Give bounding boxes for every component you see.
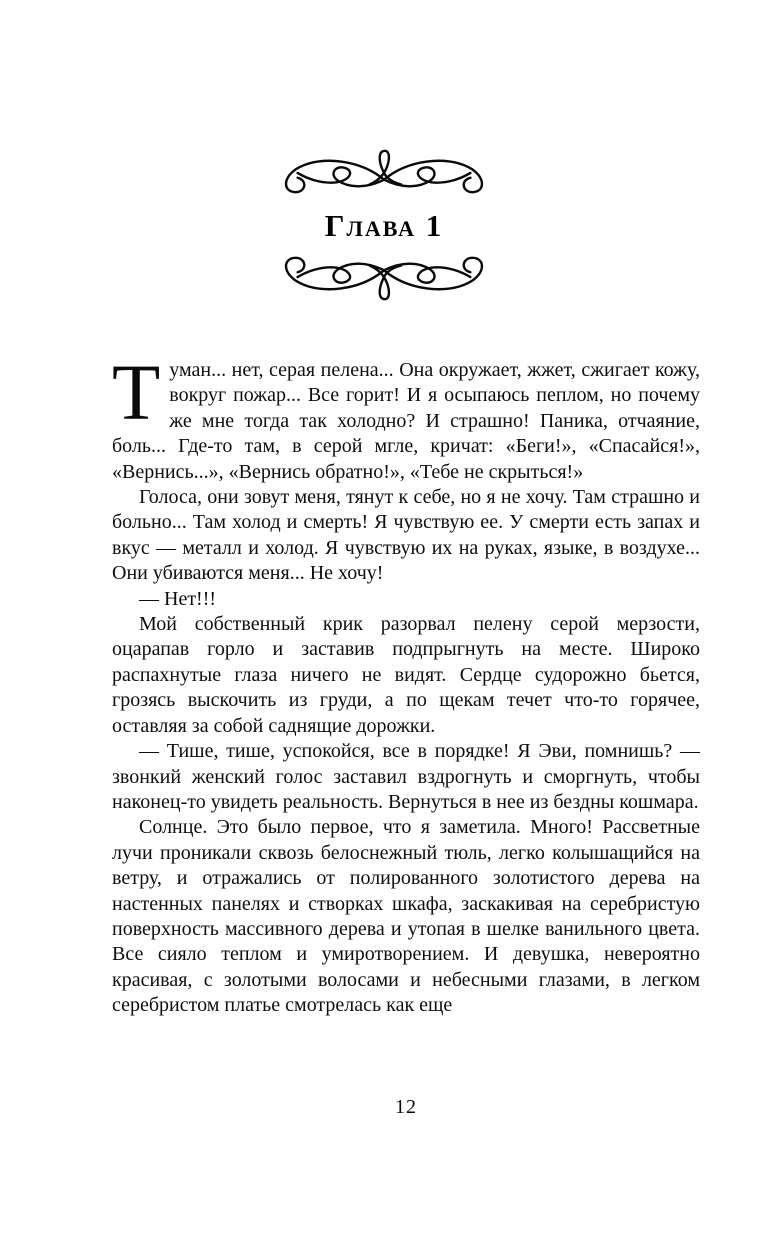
paragraph bbox=[112, 350, 700, 485]
flourish-top-icon bbox=[266, 0, 502, 196]
paragraph: — Тише, тише, успокойся, все в порядке! Я Эви, помнишь? — звонкий женский голос заставил вздрогнуть и сморгнуть, чтобы наконец-то увидеть реальность. Вернуться в нее из бездны кошмара. bbox=[112, 740, 700, 813]
paragraph: — Нет!!! bbox=[139, 587, 217, 610]
body-text bbox=[112, 350, 700, 1019]
flourish-bottom-icon bbox=[266, 254, 502, 302]
page-number: 12 bbox=[395, 1096, 417, 1118]
paragraph: Солнце. Это было первое, что я заметила. Много! Рассветные лучи проникали сквозь белоснежный тюль, легко колышащийся на ветру, и отражались от полированного золотистого дерева на настенных панелях и створках шкафа, заскакивая на серебристую поверхность массивного дерева и утопая в шелке ванильного цвета. Все сияло теплом и умиротворением. И девушка, невероятно красивая, с золотыми волосами и небесными глазами, в легком серебристом платье смотрелась как еще bbox=[112, 816, 700, 1017]
paragraph-text: уман... нет, серая пелена... Она окружает, жжет, сжигает кожу, вокруг пожар... Все горит! И я осыпаюсь пеплом, но почему же мне тогда так холодно? И страшно! Паника, отчаяние, боль... Где-то там, в серой мгле, кричат: «Беги!», «Спасайся!», «Вернись...», «Вернись обратно!», «Тебе не скрыться!» bbox=[112, 359, 700, 483]
paragraph: Голоса, они зовут меня, тянут к себе, но я не хочу. Там страшно и больно... Там холод и смерть! Я чувствую ее. У смерти есть запах и вкус — металл и холод. Я чувствую их на руках, языке, в воздухе... Они убиваются меня... Не хочу! bbox=[112, 486, 700, 585]
paragraph: Мой собственный крик разорвал пелену серой мерзости, оцарапав горло и заставив подпрыгнуть на месте. Широко распахнутые глаза ничего не видят. Сердце судорожно бьется, грозясь выскочить из груди, а по щекам течет что-то горячее, оставляя за собой саднящие дорожки. bbox=[112, 613, 700, 737]
drop-cap: Т bbox=[112, 350, 161, 437]
chapter-title: Глава 1 bbox=[324, 208, 444, 243]
